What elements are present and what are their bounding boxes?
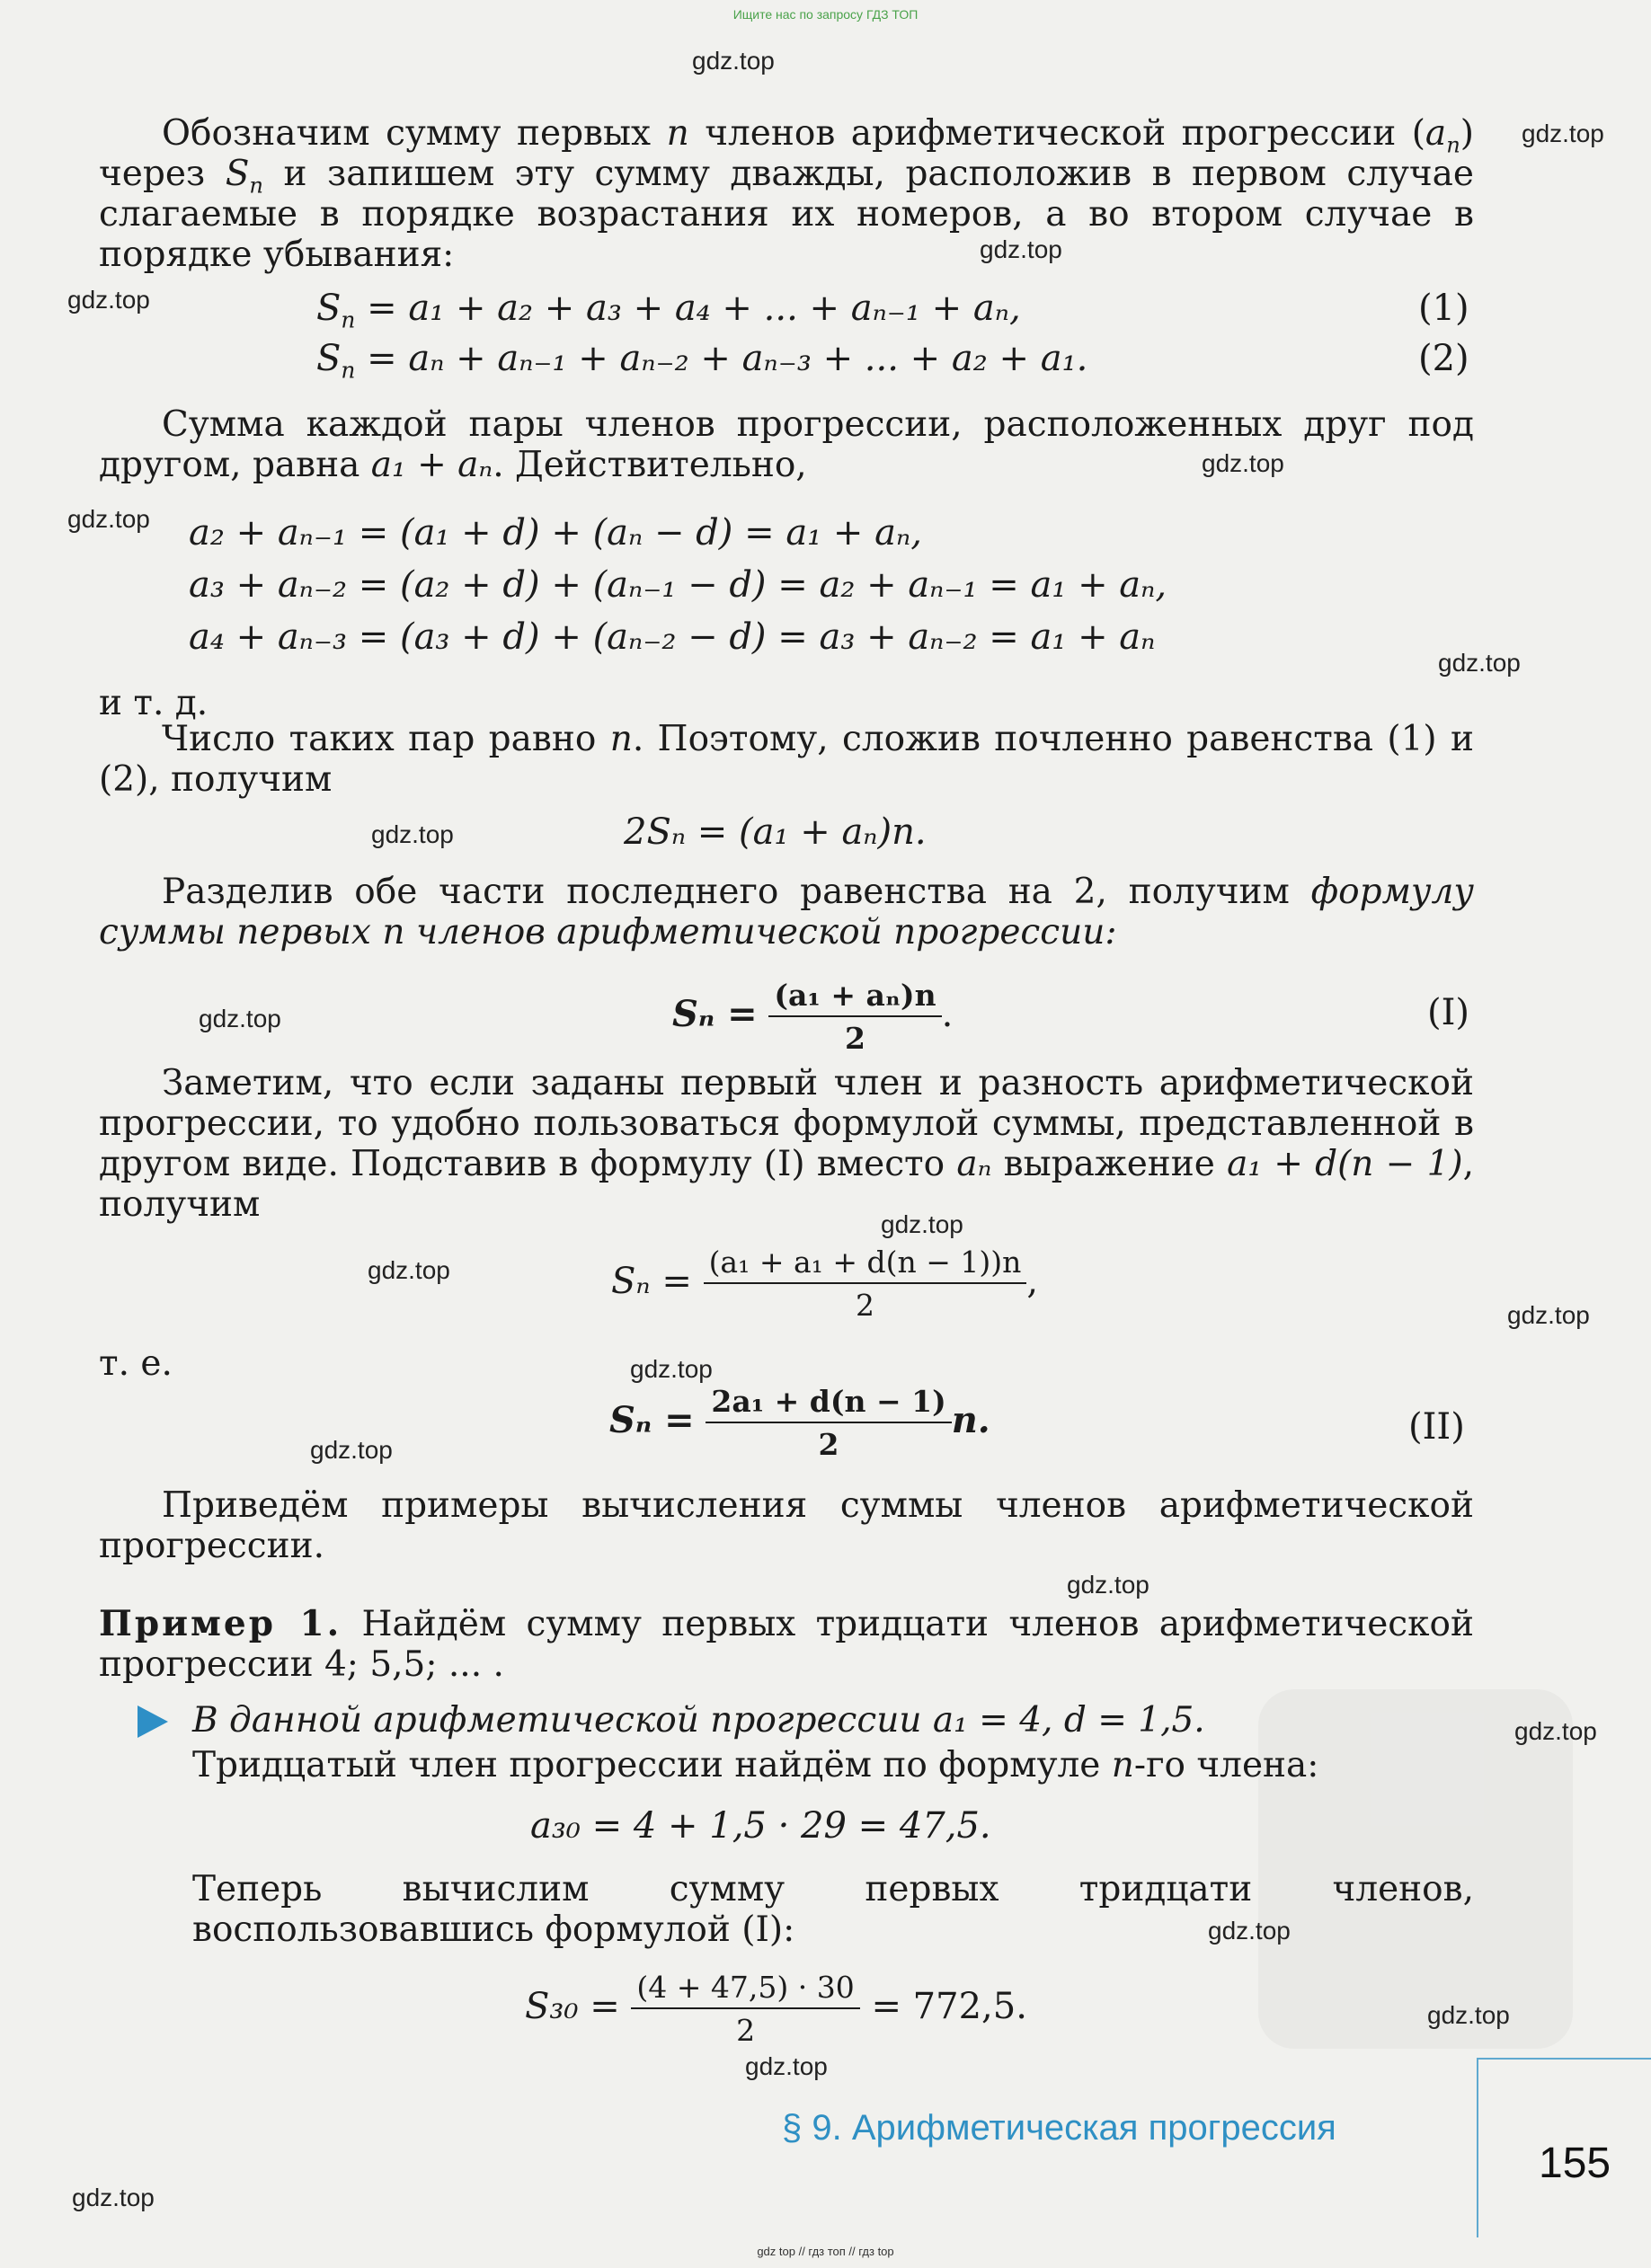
watermark: gdz.top (368, 1256, 450, 1284)
divide-paragraph: Разделив обе части последнего равенства на 2, получим формулу суммы первых n членов арифметической прогрессии: (99, 872, 1474, 952)
equation-2sn: 2Sₙ = (a₁ + aₙ)n. (624, 811, 927, 853)
watermark: gdz.top (1067, 1571, 1149, 1599)
footer-divider (1477, 2058, 1651, 2060)
watermark: gdz.top (692, 47, 775, 75)
equation-2: $S_n = a_n + a_{n-1} + a_{n-2} + a_{n-3}$ + ... + a₂ + a₁. (316, 338, 1088, 384)
count-paragraph: Число таких пар равно n. Поэтому, сложив почленно равенства (1) и (2), получим (99, 719, 1474, 800)
watermark: gdz.top (67, 505, 150, 533)
examples-intro: Приведём примеры вычисления суммы членов арифметической прогрессии. (99, 1485, 1474, 1566)
example-marker-icon (138, 1705, 168, 1738)
watermark: gdz.top (72, 2184, 155, 2211)
watermark: gdz.top (1202, 449, 1284, 477)
pair-equation: a₃ + aₙ₋₂ = (a₂ + d) + (aₙ₋₁ − d) = a₂ + aₙ₋₁ = a₁ + aₙ, (189, 564, 1167, 606)
equation-1-number: (1) (1418, 288, 1469, 329)
example-line-1: В данной арифметической прогрессии a₁ = 4, d = 1,5. (192, 1700, 1205, 1741)
example-line-2: Тридцатый член прогрессии найдём по формуле n-го члена: (192, 1745, 1319, 1785)
section-title: § 9. Арифметическая прогрессия (782, 2108, 1336, 2148)
formula-I-label: (I) (1427, 992, 1470, 1033)
watermark: gdz.top (1208, 1917, 1291, 1945)
watermark: gdz.top (67, 286, 150, 314)
etc-text: и т. д. (99, 683, 209, 723)
watermark: gdz.top (630, 1355, 713, 1383)
example-1-label: Пример 1. (99, 1603, 342, 1644)
formula-II: Sₙ = $\frac{\text{2a₁ + d(n − 1)}}{2}$ n. (609, 1384, 990, 1462)
equation-1: $S_n = a_1 + a_2 + a_3 + a_4$ + ... + aₙ₋₁ + aₙ, (316, 288, 1021, 333)
bottom-banner: gdz top // гдз топ // гдз top (757, 2245, 894, 2258)
example-1-text: Пример 1. Найдём сумму первых тридцати членов арифметической прогрессии 4; 5,5; ... . (99, 1603, 1474, 1685)
footer-divider-vertical (1477, 2058, 1478, 2237)
example-equation-a30: a₃₀ = 4 + 1,5 · 29 = 47,5. (530, 1805, 991, 1847)
watermark: gdz.top (1522, 120, 1604, 147)
watermark: gdz.top (1427, 2001, 1510, 2029)
note-paragraph: Заметим, что если заданы первый член и разность арифметической прогрессии, то удобно пользоваться формулой суммы, представленной в другом виде. Подставив в формулу (I) вместо aₙ выражение a₁ + d(n − 1), получим (99, 1063, 1474, 1225)
pair-equation: a₂ + aₙ₋₁ = (a₁ + d) + (aₙ − d) = a₁ + aₙ, (189, 512, 922, 554)
formula-I: Sₙ = $\frac{\text{(a₁ + aₙ)n}}{2}$ . (672, 978, 954, 1056)
pairs-paragraph: Сумма каждой пары членов прогрессии, расположенных друг под другом, равна a₁ + aₙ. Действительно, (99, 404, 1474, 485)
page-number: 155 (1539, 2140, 1611, 2187)
watermark: gdz.top (1507, 1301, 1590, 1329)
watermark: gdz.top (980, 235, 1062, 263)
example-line-3: Теперь вычислим сумму первых тридцати членов, воспользовавшись формулой (I): (192, 1869, 1474, 1950)
formula-substituted: Sₙ = $\frac{\text{(a₁ + a₁ + d(n − 1))n}}{2}$ , (611, 1245, 1039, 1323)
te-text: т. е. (99, 1343, 173, 1384)
pair-equation: a₄ + aₙ₋₃ = (a₃ + d) + (aₙ₋₂ − d) = a₃ + aₙ₋₂ = a₁ + aₙ (189, 616, 1156, 658)
formula-II-label: (II) (1408, 1406, 1465, 1448)
watermark: gdz.top (310, 1436, 393, 1464)
watermark: gdz.top (881, 1210, 963, 1238)
watermark: gdz.top (1514, 1717, 1597, 1745)
equation-2-number: (2) (1418, 338, 1469, 379)
example-formula-s30: S₃₀ = $\frac{(4 + 47,5) \cdot 30}{2}$ = 772,5. (525, 1970, 1027, 2048)
watermark: gdz.top (199, 1005, 281, 1032)
watermark: gdz.top (371, 820, 454, 848)
watermark: gdz.top (1438, 649, 1521, 677)
intro-paragraph: Обозначим сумму первых n членов арифметической прогрессии $(a_n)$ через $S_n$ и запишем эту сумму дважды, расположив в первом случае слагаемые в порядке возрастания их номеров, а во втором случае в порядке убывания: (99, 113, 1475, 275)
watermark: gdz.top (745, 2052, 828, 2080)
top-banner: Ищите нас по запросу ГДЗ ТОП (732, 7, 919, 22)
